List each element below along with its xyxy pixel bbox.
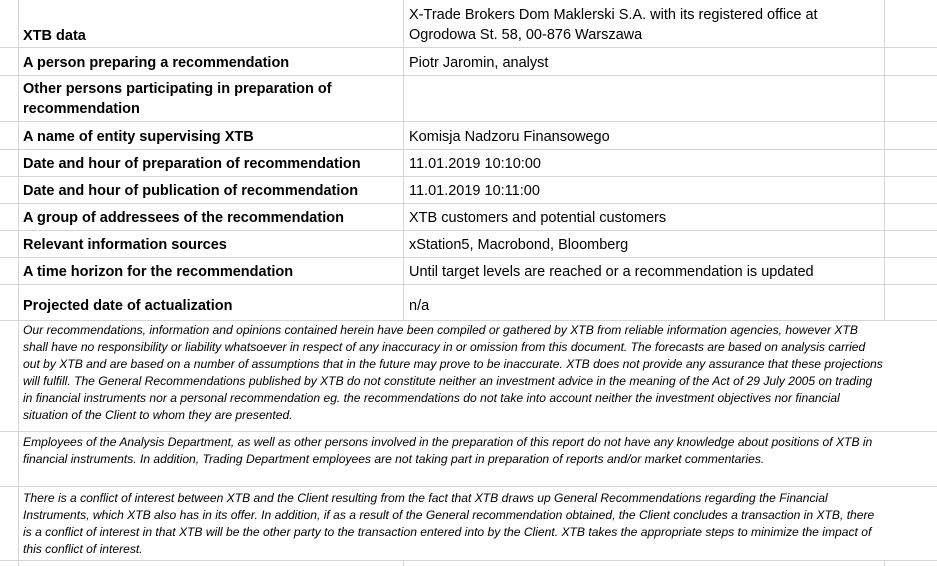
- row-value[interactable]: XTB customers and potential customers: [409, 210, 667, 226]
- disclaimer-text[interactable]: Employees of the Analysis Department, as well as other persons involved in the preparation of this report do not have any knowledge about positions of XTB in financial instruments. In addition, Trading Department employees are not taking part in preparation of reports and/or market commentaries.: [23, 435, 873, 466]
- table-row: [0, 0, 937, 48]
- row-label[interactable]: XTB data: [23, 28, 86, 44]
- table-row: [0, 76, 937, 122]
- table-row: [0, 48, 937, 76]
- grid-line: [403, 561, 404, 566]
- row-value[interactable]: X-Trade Brokers Dom Maklerski S.A. with its registered office at Ogrodowa St. 58, 00-876 Warszawa: [409, 7, 818, 43]
- row-label[interactable]: A person preparing a recommendation: [23, 55, 290, 71]
- row-label[interactable]: A group of addressees of the recommendation: [23, 210, 344, 226]
- row-label[interactable]: A name of entity supervising XTB: [23, 129, 254, 145]
- grid-line: [884, 561, 885, 566]
- disclaimer-text[interactable]: There is a conflict of interest between XTB and the Client resulting from the fact that XTB draws up General Recommendations regarding the Financial Instruments, which XTB also has in its offer. In addition, if as a result of the General recommendation obtained, the Client concludes a transaction in XTB, there is a conflict of interest in that XTB will be the other party to the transaction entered into by the Client. XTB takes the appropriate steps to minimize the impact of this conflict of interest.: [23, 491, 875, 556]
- disclaimer-row: [0, 432, 937, 487]
- disclaimer-row: [0, 321, 937, 432]
- row-value[interactable]: Komisja Nadzoru Finansowego: [409, 129, 610, 145]
- row-value[interactable]: Until target levels are reached or a recommendation is updated: [409, 264, 814, 280]
- row-label[interactable]: Date and hour of preparation of recommendation: [23, 156, 361, 172]
- row-label[interactable]: Relevant information sources: [23, 237, 227, 253]
- row-label[interactable]: Projected date of actualization: [23, 298, 233, 314]
- table-row: [0, 122, 937, 150]
- row-value[interactable]: Piotr Jaromin, analyst: [409, 55, 549, 71]
- row-label[interactable]: A time horizon for the recommendation: [23, 264, 294, 280]
- row-value[interactable]: 11.01.2019 10:10:00: [409, 156, 541, 172]
- table-row: [0, 231, 937, 258]
- table-row: [0, 258, 937, 285]
- disclaimer-row: [0, 487, 937, 561]
- disclaimer-text[interactable]: Our recommendations, information and opinions contained herein have been compiled or gathered by XTB from reliable information agencies, however XTB shall have no responsibility or liability whatsoever in respect of any inaccuracy in or omission from this document. The forecasts are based on analysis carried out by XTB and are based on a number of assumptions that in the future may prove to be inaccurate. XTB does not provide any assurance that these projections will fulfill. The General Recommendations published by XTB do not constitute neither an investment advice in the meaning of the Act of 29 July 2005 on trading in financial instruments nor a personal recommendation eg. the recommendations do not take into account neither the investment objectives nor financial situation of the Client to whom they are presented.: [23, 323, 883, 422]
- row-label[interactable]: Date and hour of publication of recommendation: [23, 183, 359, 199]
- table-row: [0, 285, 937, 321]
- table-row: [0, 204, 937, 231]
- row-value[interactable]: 11.01.2019 10:11:00: [409, 183, 540, 199]
- table-row: [0, 150, 937, 177]
- row-label[interactable]: Other persons participating in preparation of recommendation: [23, 81, 332, 117]
- row-value[interactable]: xStation5, Macrobond, Bloomberg: [409, 237, 629, 253]
- row-value[interactable]: n/a: [409, 298, 430, 314]
- table-row: [0, 177, 937, 204]
